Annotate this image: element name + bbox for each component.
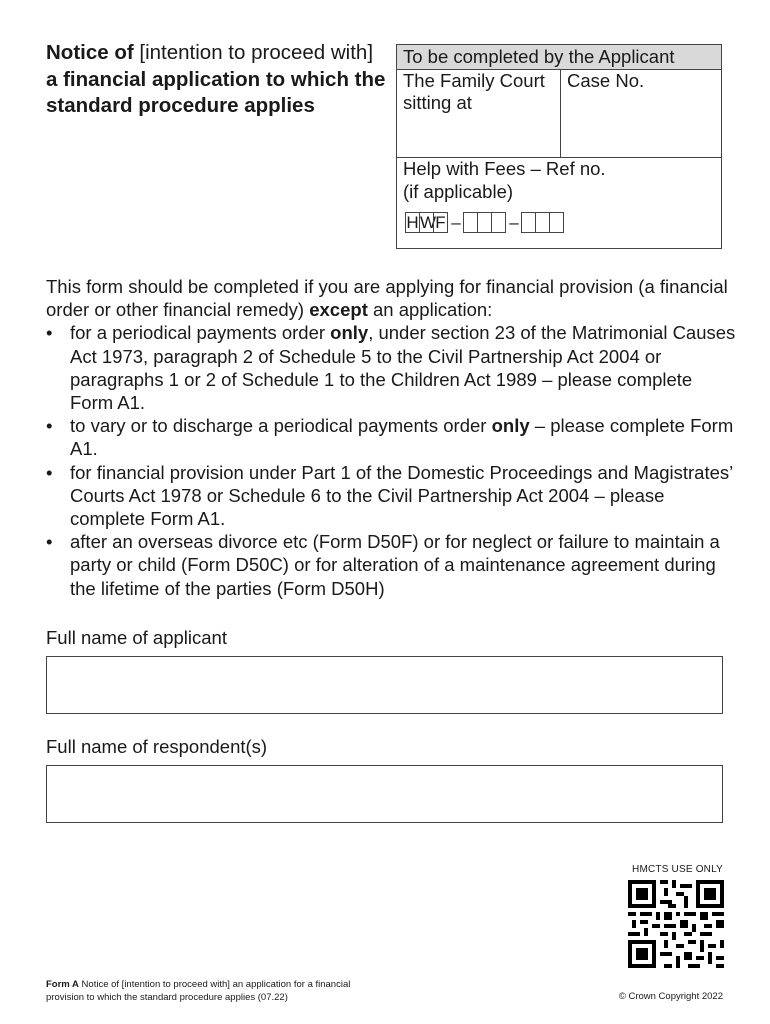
applicant-box [396, 44, 722, 249]
list-item [46, 321, 736, 414]
court-label: The Family Court sitting at [403, 70, 545, 113]
intro-text: This form should be completed if you are applying for financial provision (a financial order or other financial remedy) [46, 276, 728, 321]
hmcts-use-only-label: HMCTS USE ONLY [632, 864, 723, 875]
list-text: , under section 23 of the Matrimonial Causes Act 1973, paragraph 2 of Schedule 5 to the Civil Partnership Act 2004 or paragraphs 1 or 2 of Schedule 1 to the Children Act 1989 – please complete Form A1. [70, 322, 736, 414]
form-description: Notice of [intention to proceed with] an application for a financial provision to which the standard procedure applies (07.22) [46, 979, 351, 1003]
list-item: • for financial provision under Part 1 of the Domestic Proceedings and Magistrates’ Courts Act 1978 or Schedule 6 to the Civil Partnership Act 2004 – please complete Form A1. [46, 461, 736, 531]
form-code: Form A [46, 979, 79, 990]
copyright-notice: © Crown Copyright 2022 [618, 991, 723, 1002]
instructions [46, 275, 736, 600]
list-emphasis: only [330, 322, 369, 344]
title-bold-end: a financial application to which the standard procedure applies [46, 67, 386, 117]
list-text: to vary or to discharge a periodical payments order [70, 415, 492, 437]
applicant-box-header: To be completed by the Applicant [397, 45, 721, 70]
qr-code-icon [628, 879, 724, 969]
form-footer [46, 979, 366, 1004]
hwf-prefix-cell: W [420, 213, 437, 232]
hwf-label [403, 157, 606, 203]
form-title [46, 40, 386, 120]
applicant-name-field[interactable] [46, 656, 723, 714]
case-number-label: Case No. [567, 70, 645, 91]
hwf-input-cell[interactable] [521, 212, 536, 233]
hwf-reference-field[interactable] [405, 212, 564, 233]
hwf-input-cell[interactable] [549, 212, 564, 233]
title-normal: [intention to proceed with] [133, 41, 374, 64]
hwf-prefix-cell: H [406, 213, 419, 232]
list-item: • after an overseas divorce etc (Form D50F) or for neglect or failure to maintain a party or child (Form D50C) or for alteration of a maintenance agreement during the lifetime of the parties (Form D50H) [46, 530, 736, 600]
title-bold-start: Notice of [46, 41, 134, 64]
hwf-prefix-cell: F [433, 212, 448, 233]
exception-list [46, 321, 736, 599]
hwf-label-line2: (if applicable) [403, 181, 514, 202]
list-text: for a periodical payments order [70, 322, 331, 344]
court-case-row [397, 69, 721, 158]
applicant-name-label: Full name of applicant [46, 627, 227, 648]
hwf-separator: – [451, 212, 461, 232]
respondent-name-field[interactable] [46, 765, 723, 823]
hwf-separator: – [509, 212, 519, 232]
list-text: – please complete Form A1. [70, 415, 734, 460]
intro-paragraph [46, 275, 736, 321]
respondent-name-label: Full name of respondent(s) [46, 736, 268, 757]
hwf-input-cell[interactable] [535, 212, 550, 233]
hwf-input-cell[interactable] [491, 212, 506, 233]
list-emphasis: only [491, 415, 530, 437]
row-divider [560, 69, 561, 157]
hwf-input-cell[interactable] [477, 212, 492, 233]
intro-emphasis: except [309, 299, 368, 321]
list-item [46, 414, 736, 460]
hwf-input-cell[interactable] [463, 212, 478, 233]
intro-text-end: an application: [367, 299, 493, 321]
hwf-label-line1: Help with Fees – Ref no. [403, 158, 606, 179]
